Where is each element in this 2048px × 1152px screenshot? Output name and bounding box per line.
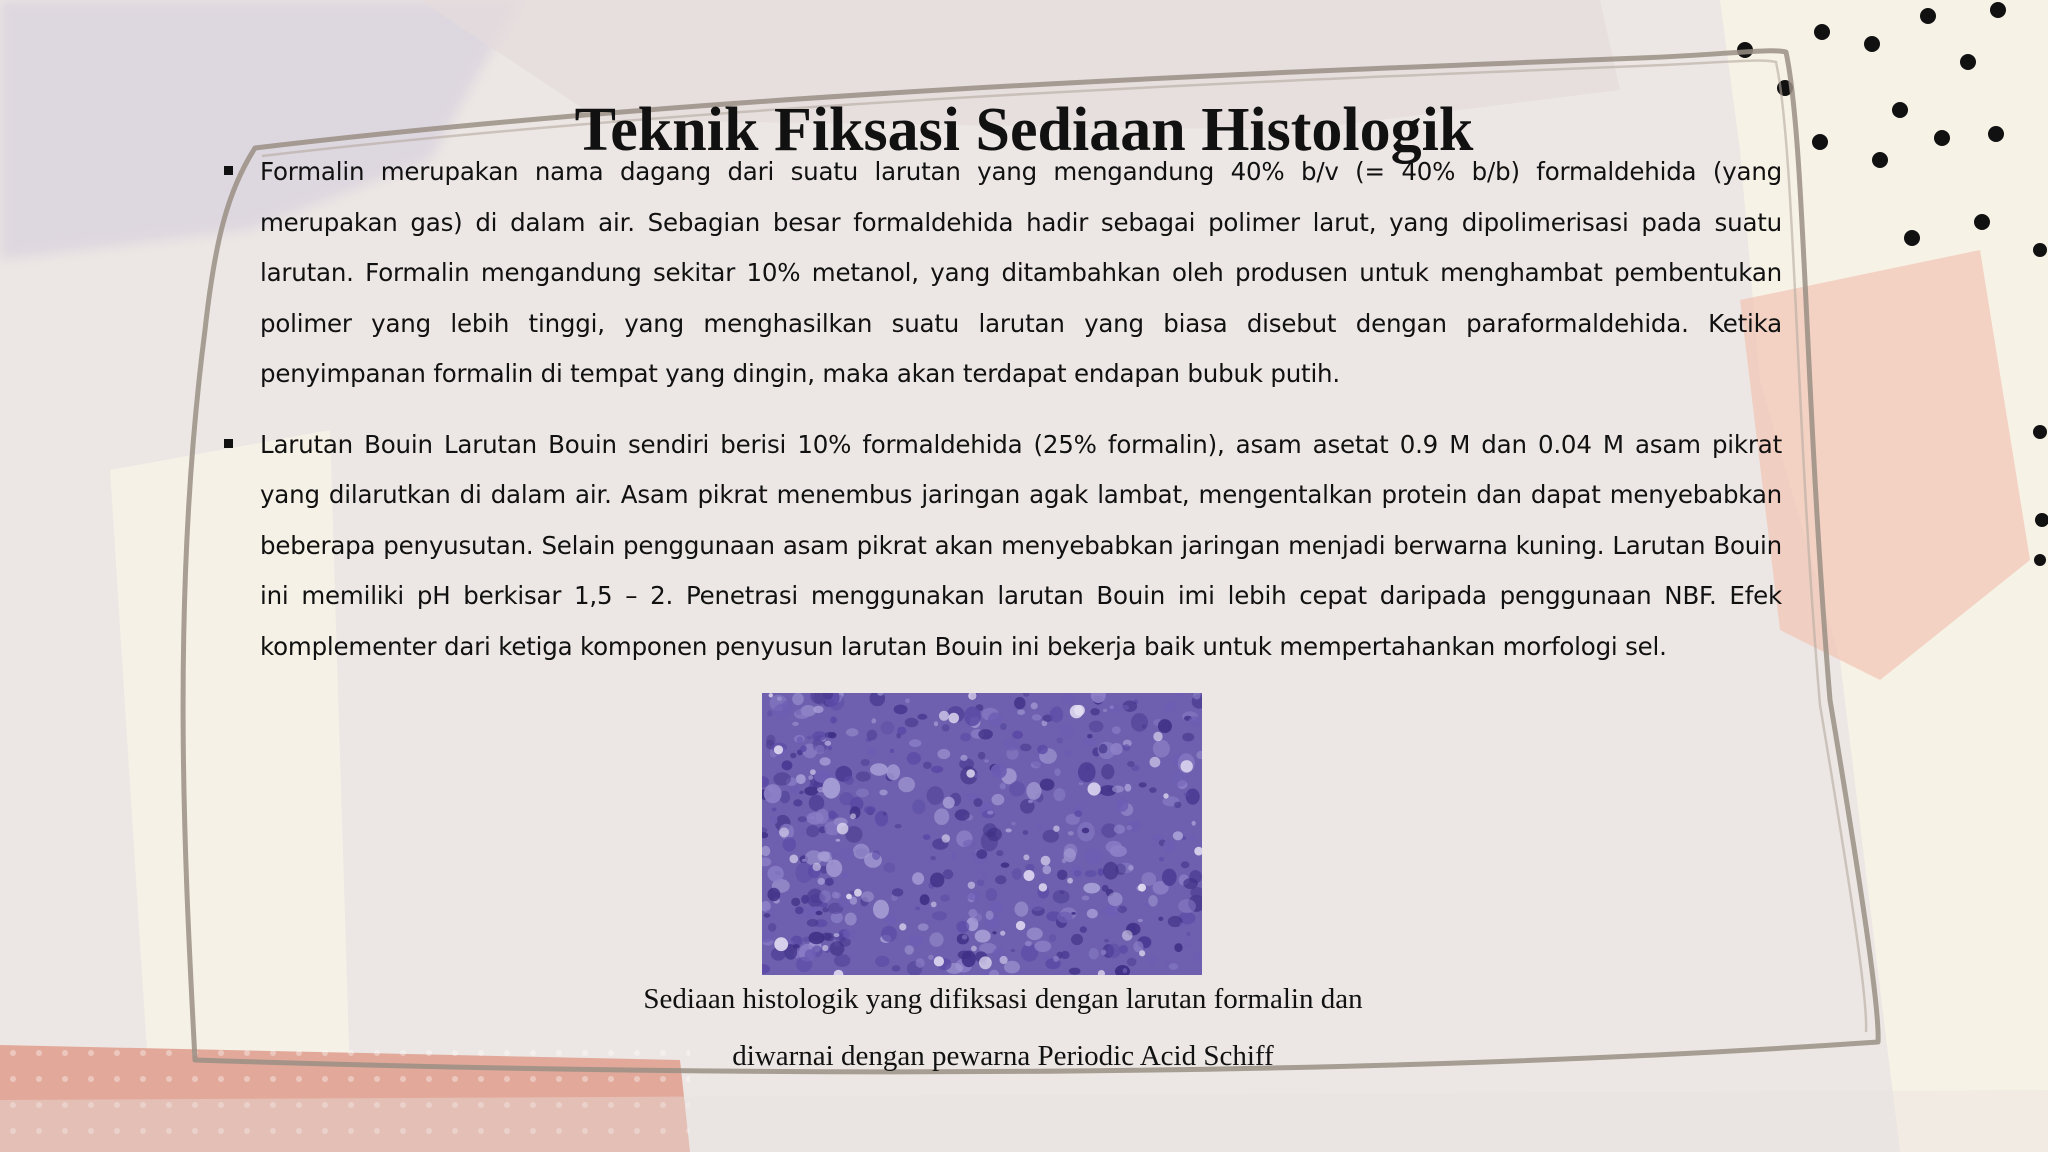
square-bullet-icon — [224, 439, 233, 448]
figure-caption — [0, 971, 2006, 1085]
bullet-text: Larutan Bouin Larutan Bouin sendiri berisi 10% formaldehida (25% formalin), asam asetat 0.9 M dan 0.04 M asam pikrat yang dilarutkan di dalam air. Asam pikrat menembus jaringan agak lambat, mengentalkan protein dan dapat menyebabkan beberapa penyusutan. Selain penggunaan asam pikrat akan menyebabkan jaringan menjadi berwarna kuning. Larutan Bouin ini memiliki pH berkisar 1,5 – 2. Penetrasi menggunakan larutan Bouin imi lebih cepat daripada penggunaan NBF. Efek komplementer dari ketiga komponen penyusun larutan Bouin ini bekerja baik untuk mempertahankan morfologi sel. — [260, 429, 1782, 661]
caption-line: Sediaan histologik yang difiksasi dengan larutan formalin dan — [643, 983, 1363, 1015]
square-bullet-icon — [224, 166, 233, 175]
bullet-item-formalin — [220, 147, 1782, 400]
caption-line: diwarnai dengan pewarna Periodic Acid Schiff — [732, 1040, 1274, 1072]
slide-title: Teknik Fiksasi Sediaan Histologik — [574, 95, 1474, 164]
histology-image — [762, 693, 1202, 975]
bullet-item-bouin — [220, 420, 1782, 673]
bullet-list — [220, 147, 1782, 692]
bullet-text: Formalin merupakan nama dagang dari suatu larutan yang mengandung 40% b/v (= 40% b/b) formaldehida (yang merupakan gas) di dalam air. Sebagian besar formaldehida hadir sebagai polimer larut, yang dipolimerisasi pada suatu larutan. Formalin mengandung sekitar 10% metanol, yang ditambahkan oleh produsen untuk menghambat pembentukan polimer yang lebih tinggi, yang menghasilkan suatu larutan yang biasa disebut dengan paraformaldehida. Ketika penyimpanan formalin di tempat yang dingin, maka akan terdapat endapan bubuk putih. — [260, 157, 1782, 388]
